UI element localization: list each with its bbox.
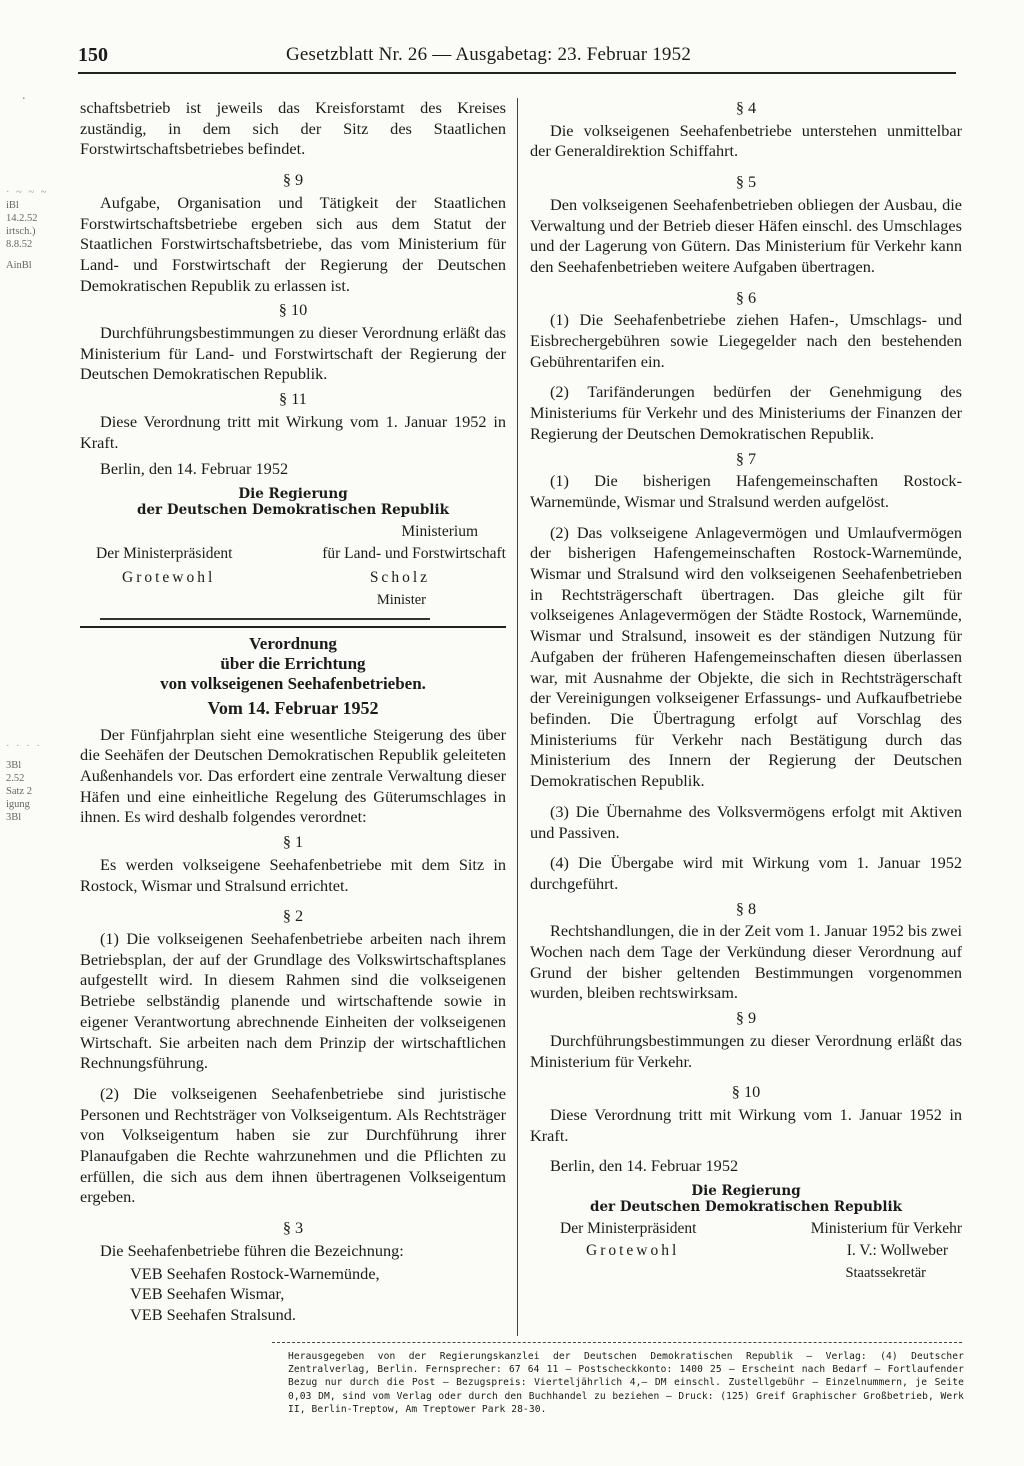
paragraph: (2) Das volkseigene Anlagevermögen und Umlaufvermögen der bisherigen Hafengemeinschaften Rostock-Warnemünde, Wismar und Stralsund wird den volkseigenen Seehafenbetrieben in Rechtsträgerschaft übertragen. Das gleiche gilt für volkseigenes Anlagevermögen der Städte Rostock, Warnemünde, Wismar und Stralsund, insoweit es der ständigen Nutzung für Aufgaben der früheren Hafengemeinschaften diesen überlassen war, mit Ausnahme der Objekte, die sich in Rechtsträgerschaft der Vereinigungen volkseigener Erfassungs- und Aufkaufbetriebe befinden. Die Übertragung erfolgt auf Vorschlag des Ministeriums für Verkehr nach Bestätigung durch das Ministerium des Innern der Regierung der Deutschen Demokratischen Republik. [530, 522, 962, 791]
signature-row [530, 1263, 962, 1283]
section-heading: § 3 [282, 1218, 304, 1238]
section-heading: § 10 [731, 1082, 761, 1102]
left-column [80, 98, 506, 1326]
margin-note-line: igung [6, 799, 30, 810]
signature-government-line: Die Regierung [238, 485, 348, 502]
decree-date: Vom 14. Februar 1952 [207, 697, 379, 718]
signature-row [530, 1241, 962, 1261]
margin-note-line: 8.8.52 [6, 239, 33, 250]
paragraph: (1) Die bisherigen Hafengemeinschaften Rostock-Warnemünde, Wismar und Stralsund werden aufgelöst. [530, 471, 962, 511]
section-heading: § 4 [735, 98, 757, 117]
section-heading: § 10 [278, 300, 308, 320]
signature-name-left: Grotewohl [122, 568, 216, 586]
margin-note-line: AinBl [6, 260, 32, 271]
paragraph: (1) Die volkseigenen Seehafenbetriebe arbeiten nach ihrem Betriebsplan, der auf der Grundlage des Volkswirtschaftsplanes aufgestellt wird. In diesem Rahmen sind die volkseigenen Betriebe selbständig planende und wirtschaftende sowie in eigener Verantwortung abrechnende Einheiten der volkseigenen Wirtschaft. Sie arbeiten nach dem Prinzip der wirtschaftlichen Rechnungsführung. [80, 928, 506, 1073]
paragraph: Die volkseigenen Seehafenbetriebe unterstehen unmittelbar der Generaldirektion Schiffahrt. [530, 120, 962, 161]
paragraph: Durchführungsbestimmungen zu dieser Verordnung erläßt das Ministerium für Land- und Forstwirtschaft der Regierung der Deutschen Demokratischen Republik. [80, 323, 506, 384]
signature-date: Berlin, den 14. Februar 1952 [550, 1156, 739, 1176]
paragraph: Diese Verordnung tritt mit Wirkung vom 1. Januar 1952 in Kraft. [530, 1104, 962, 1145]
paragraph: Rechtshandlungen, die in der Zeit vom 1. Januar 1952 bis zwei Wochen nach dem Tage der Verkündung dieser Verordnung auf Grund der bisher geltenden Bestimmungen vorgenommen wurden, bleiben rechtswirksam. [530, 921, 962, 1003]
column-divider [517, 98, 518, 1336]
signature-row [80, 590, 506, 610]
paragraph: (3) Die Übernahme des Volksvermögens erfolgt mit Aktiven und Passiven. [530, 801, 962, 842]
signature-row [80, 544, 506, 564]
paragraph: schaftsbetrieb ist jeweils das Kreisforstamt des Kreises zuständig, in dem sich der Sitz des Staatlichen Forstwirtschaftsbetriebes befindet. [80, 98, 506, 159]
right-column [530, 98, 962, 1283]
margin-note-line: 3Bl [6, 812, 22, 823]
paragraph: Diese Verordnung tritt mit Wirkung vom 1. Januar 1952 in Kraft. [80, 411, 506, 452]
paragraph: Der Fünfjahrplan sieht eine wesentliche Steigerung des über die Seehäfen der Deutschen Demokratischen Republik geleiteten Außenhandels vor. Das erfordert eine zentrale Verwaltung dieser Häfen und eine einheitliche Regelung des Güterumschlages in ihnen. Es wird deshalb folgendes verordnet: [80, 724, 506, 827]
signature-government-line: der Deutschen Demokratischen Republik [137, 501, 449, 518]
signature-ministry: Ministerium [401, 522, 478, 540]
list-item: VEB Seehafen Stralsund. [130, 1304, 296, 1324]
margin-note-group-1 [6, 186, 48, 272]
margin-note-line: 3Bl [6, 760, 22, 771]
signature-name-right [847, 1241, 962, 1261]
section-heading: § 7 [735, 448, 757, 468]
list-item: VEB Seehafen Rostock-Warnemünde, [130, 1263, 380, 1283]
signature-government [530, 1183, 962, 1215]
signature-government [80, 486, 506, 518]
paragraph: Es werden volkseigene Seehafenbetriebe mit dem Sitz in Rostock, Wismar und Stralsund errichtet. [80, 854, 506, 895]
margin-dashes: · ~ ~ ~ [6, 187, 49, 198]
name-list [130, 1264, 506, 1326]
page-number: 150 [78, 44, 108, 66]
margin-note-line: irtsch.) [6, 226, 36, 237]
separator-rule [80, 626, 506, 628]
margin-dashes: · · · · [6, 741, 42, 752]
signature-government-line: Die Regierung [691, 1183, 801, 1200]
decree-title-line: über die Errichtung [220, 653, 366, 673]
decree-title-line: Verordnung [249, 633, 337, 653]
paragraph: Den volkseigenen Seehafenbetrieben obliegen der Ausbau, die Verwaltung und der Betrieb dieser Häfen einschl. des Umschlages und der Lagerung von Gütern. Das Ministerium für Verkehr kann den Seehafenbetrieben weitere Aufgaben übertragen. [530, 194, 962, 276]
paragraph: (2) Tarifänderungen bedürfen der Genehmigung des Ministeriums für Verkehr und des Ministeriums der Finanzen der Regierung der Deutschen Demokratischen Republik. [530, 382, 962, 443]
paragraph: Durchführungsbestimmungen zu dieser Verordnung erläßt das Ministerium für Verkehr. [530, 1030, 962, 1071]
signature-title-right: Minister [376, 591, 426, 608]
margin-note-line: 14.2.52 [6, 213, 38, 224]
section-heading: § 1 [282, 832, 304, 852]
signature-name-right: Scholz [369, 568, 430, 586]
decree-title-line: von volkseigenen Seehafenbetrieben. [160, 673, 426, 693]
separator-rule [100, 618, 430, 620]
decree-title [80, 634, 506, 694]
paragraph: Aufgabe, Organisation und Tätigkeit der Staatlichen Forstwirtschaftsbetriebe ergeben sich aus dem Statut der Staatlichen Forstwirtschaftsbetriebe, das vom Ministerium für Land- und Forstwirtschaft der Regierung der Deutschen Demokratischen Republik zu erlassen ist. [80, 192, 506, 295]
signature-ministry: für Land- und Forstwirtschaft [322, 544, 506, 562]
margin-scribble: . [22, 88, 26, 103]
signature-title-left: Der Ministerpräsident [96, 544, 233, 562]
signature-row [530, 1219, 962, 1239]
margin-note-line: iBl [6, 200, 19, 211]
section-heading: § 5 [735, 172, 757, 192]
paragraph: (2) Die volkseigenen Seehafenbetriebe sind juristische Personen und Rechtsträger von Volkseigentum. Als Rechtsträger von Volkseigentum haben sie zur Durchführung ihrer Planaufgaben die Rechte wahrzunehmen und die Pflichten zu erfüllen, die sich aus dem ihnen übertragenen Volkseigentum ergeben. [80, 1083, 506, 1207]
signature-row [80, 522, 506, 542]
section-heading: § 2 [282, 906, 304, 926]
page-header [78, 44, 956, 74]
signature-row [80, 568, 506, 588]
section-heading: § 11 [279, 389, 307, 409]
section-heading: § 8 [735, 898, 757, 918]
section-heading: § 9 [282, 170, 304, 190]
margin-note-line: 2.52 [6, 773, 25, 784]
section-heading: § 6 [735, 287, 757, 307]
signature-date: Berlin, den 14. Februar 1952 [100, 459, 289, 479]
paragraph: (1) Die Seehafenbetriebe ziehen Hafen-, Umschlags- und Eisbrechergebühren sowie Liegegelder nach den bestehenden Gebührentarifen ein. [530, 310, 962, 371]
signature-title-right: Staatssekretär [845, 1265, 926, 1282]
margin-note-group-2 [6, 740, 42, 824]
footer-rule [272, 1342, 962, 1343]
section-heading: § 9 [735, 1008, 757, 1028]
signature-title-left: Der Ministerpräsident [560, 1220, 697, 1238]
margin-note-line: Satz 2 [6, 786, 32, 797]
signature-name-left: Grotewohl [586, 1242, 680, 1260]
signature-ministry: Ministerium für Verkehr [810, 1220, 962, 1238]
paragraph: Die Seehafenbetriebe führen die Bezeichnung: [100, 1240, 404, 1260]
header-title: Gesetzblatt Nr. 26 — Ausgabetag: 23. Februar 1952 [286, 44, 692, 65]
list-item: VEB Seehafen Wismar, [130, 1284, 285, 1304]
footer-imprint: Herausgegeben von der Regierungskanzlei der Deutschen Demokratischen Republik — Verlag: (4) Deutscher Zentralverlag, Berlin. Fernsprecher: 67 64 11 — Postscheckkonto: 1400 25 — Erscheint nach Bedarf — Fortlaufender Bezug nur durch die Post — Bezugspreis: Vierteljährlich 4,— DM einschl. Zustellgebühr — Einzelnummern, je Seite 0,03 DM, sind vom Verlag oder durch den Buchhandel zu beziehen — Druck: (125) Greif Graphischer Großbetrieb, Werk II, Berlin-Treptow, Am Treptower Park 28-30. [288, 1351, 964, 1415]
signature-name-right-text: I. V.: Wollweber [846, 1242, 948, 1260]
paragraph: (4) Die Übergabe wird mit Wirkung vom 1. Januar 1952 durchgeführt. [530, 853, 962, 893]
signature-government-line: der Deutschen Demokratischen Republik [590, 1199, 902, 1216]
